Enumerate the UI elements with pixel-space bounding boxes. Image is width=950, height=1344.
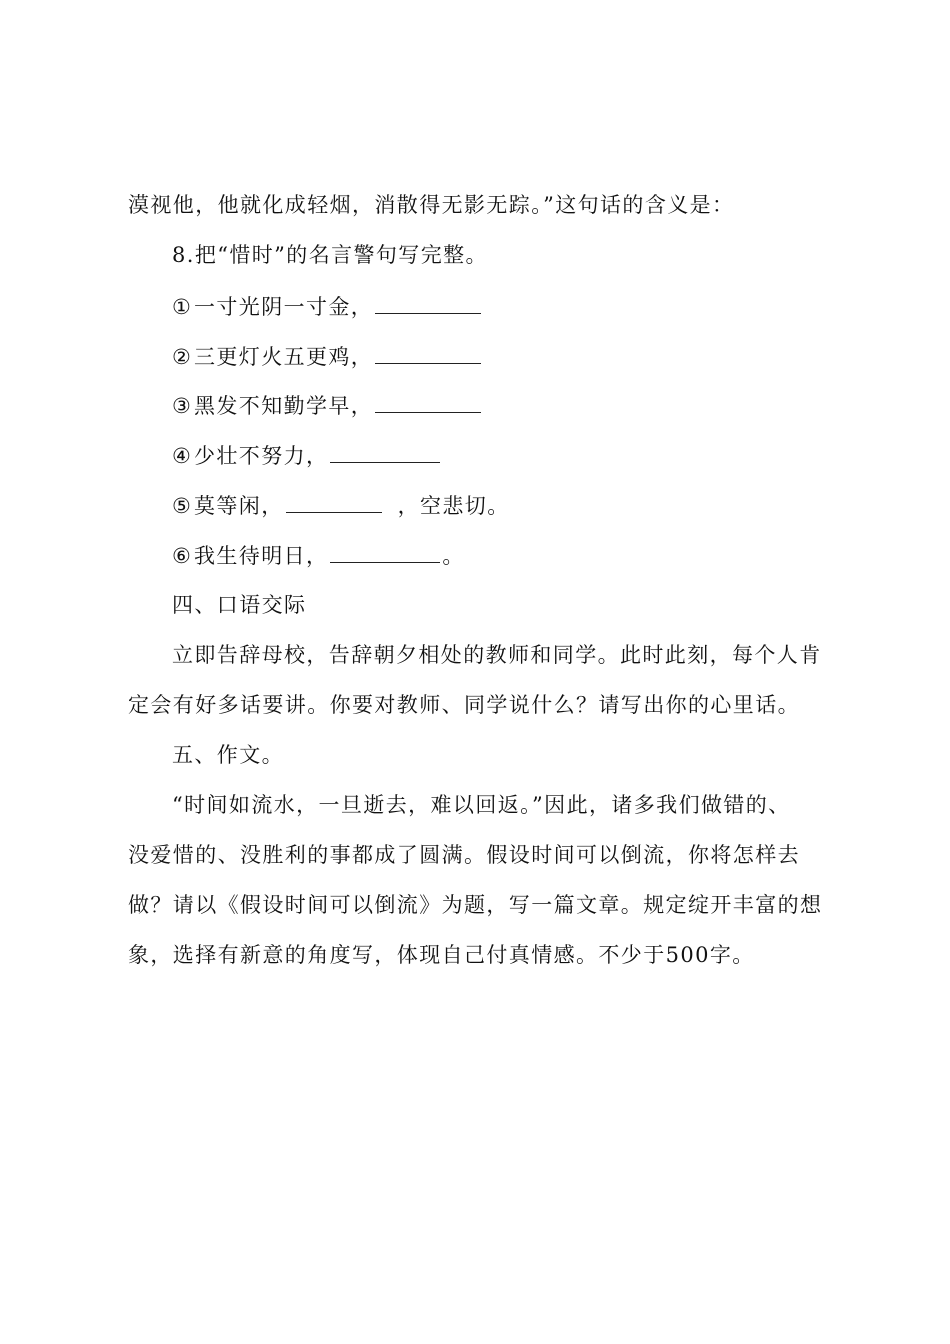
question-8-title: 8.把“惜时”的名言警句写完整。 xyxy=(172,243,488,267)
answer-blank[interactable] xyxy=(286,490,382,513)
answer-blank[interactable] xyxy=(375,291,481,314)
item-text: 少壮不努力， xyxy=(194,444,329,468)
item-number: ④ xyxy=(172,444,193,468)
item-text: 我生待明日， xyxy=(194,544,329,568)
q8-item-2 xyxy=(172,341,882,372)
item-number: ⑥ xyxy=(172,544,193,568)
section-4-paragraph-line-2: 定会有好多话要讲。你要对教师、同学说什么？请写出你的心里话。 xyxy=(128,693,800,717)
section-5-title: 五、作文。 xyxy=(172,743,284,767)
item-suffix: ，空悲切。 xyxy=(397,494,510,518)
q8-item-6 xyxy=(172,540,882,571)
item-text: 一寸光阴一寸金， xyxy=(194,295,374,319)
answer-blank[interactable] xyxy=(330,440,440,463)
answer-blank[interactable] xyxy=(330,540,440,563)
item-text: 三更灯火五更鸡， xyxy=(194,345,374,369)
section-5-paragraph-line-1: “时间如流水，一旦逝去，难以回返。”因此，诸多我们做错的、 xyxy=(172,793,791,817)
item-text: 黑发不知勤学早， xyxy=(194,394,374,418)
answer-blank[interactable] xyxy=(375,390,481,413)
section-5-paragraph-line-4: 象，选择有新意的角度写，体现自己付真情感。不少于500字。 xyxy=(128,943,755,967)
answer-blank[interactable] xyxy=(375,341,481,364)
question-7-continuation: 漠视他，他就化成轻烟，消散得无影无踪。”这句话的含义是： xyxy=(128,193,735,217)
section-5-paragraph-line-3: 做？请以《假设时间可以倒流》为题，写一篇文章。规定绽开丰富的想 xyxy=(128,893,823,917)
q8-item-3 xyxy=(172,390,882,421)
item-number: ② xyxy=(172,345,193,369)
q8-item-1 xyxy=(172,291,882,322)
q8-item-5 xyxy=(172,490,882,521)
section-4-paragraph-line-1: 立即告辞母校，告辞朝夕相处的教师和同学。此时此刻，每个人肯 xyxy=(172,643,822,667)
item-number: ① xyxy=(172,295,193,319)
q8-item-4 xyxy=(172,440,882,471)
section-4-title: 四、口语交际 xyxy=(172,593,307,617)
item-text: 莫等闲， xyxy=(194,494,284,518)
item-number: ⑤ xyxy=(172,494,193,518)
section-5-paragraph-line-2: 没爱惜的、没胜利的事都成了圆满。假设时间可以倒流，你将怎样去 xyxy=(128,843,800,867)
item-number: ③ xyxy=(172,394,193,418)
item-suffix: 。 xyxy=(442,544,465,568)
